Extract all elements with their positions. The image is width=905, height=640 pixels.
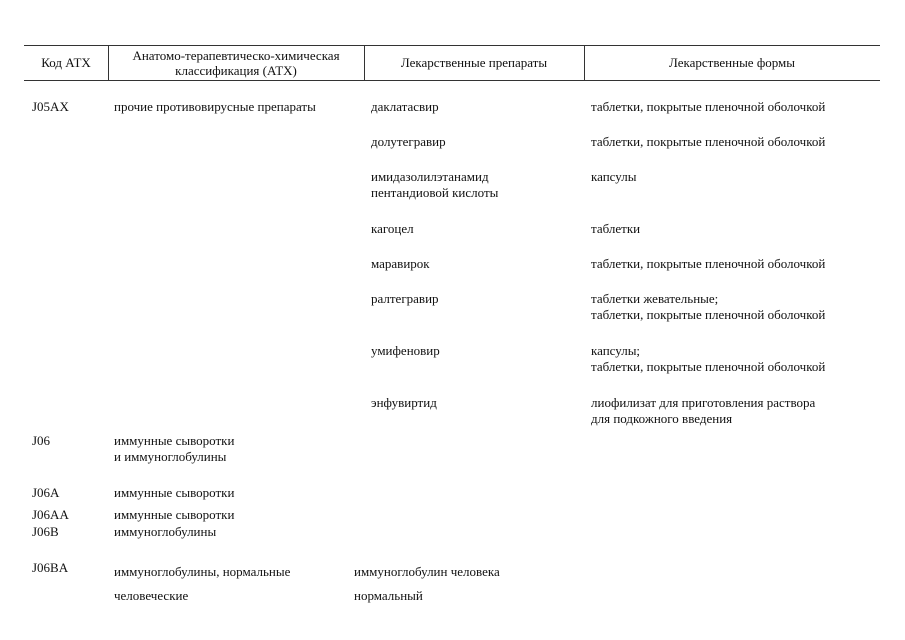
atc-classification: иммуноглобулины xyxy=(114,524,217,539)
atc-code: J06 xyxy=(32,433,51,448)
drug-name: кагоцел xyxy=(371,221,414,236)
dosage-form: капсулы xyxy=(591,169,637,184)
atc-classification: прочие противовирусные препараты xyxy=(114,99,316,114)
atc-code: J06B xyxy=(32,524,59,539)
atc-classification: иммунные сыворотки и иммуноглобулины xyxy=(114,433,235,464)
atc-code: J06A xyxy=(32,485,60,500)
dosage-form: лиофилизат для приготовления раствора для подкожного введения xyxy=(591,395,816,426)
dosage-form: таблетки, покрытые пленочной оболочкой xyxy=(591,134,826,149)
atc-code: J06BA xyxy=(32,560,69,575)
atc-classification: иммунные сыворотки xyxy=(114,507,235,522)
dosage-form: таблетки жевательные; таблетки, покрытые пленочной оболочкой xyxy=(591,291,826,322)
dosage-form: капсулы; таблетки, покрытые пленочной оболочкой xyxy=(591,343,826,374)
table-header-rule xyxy=(24,80,880,81)
drug-name: имидазолилэтанамид пентандиовой кислоты xyxy=(371,169,499,200)
dosage-form: таблетки, покрытые пленочной оболочкой xyxy=(591,99,826,114)
drug-name: долутегравир xyxy=(371,134,446,149)
header-forms: Лекарственные формы xyxy=(668,55,796,70)
header-code: Код АТХ xyxy=(41,55,91,70)
dosage-form: таблетки, покрытые пленочной оболочкой xyxy=(591,256,826,271)
atc-code: J06AA xyxy=(32,507,69,522)
drug-name: умифеновир xyxy=(371,343,440,358)
atc-classification: иммунные сыворотки xyxy=(114,485,235,500)
drug-name: ралтегравир xyxy=(371,291,439,306)
drug-name: маравирок xyxy=(371,256,430,271)
header-drugs: Лекарственные препараты xyxy=(400,55,548,70)
drug-name: даклатасвир xyxy=(371,99,439,114)
atc-classification: иммуноглобулины, нормальные человеческие xyxy=(114,564,291,603)
drug-name: энфувиртид xyxy=(371,395,437,410)
header-classification: Анатомо-терапевтическо-химическая классификация (АТХ) xyxy=(132,47,340,78)
atc-code: J05AX xyxy=(32,99,69,114)
dosage-form: таблетки xyxy=(591,221,641,236)
drug-name: иммуноглобулин человека нормальный xyxy=(354,564,500,603)
